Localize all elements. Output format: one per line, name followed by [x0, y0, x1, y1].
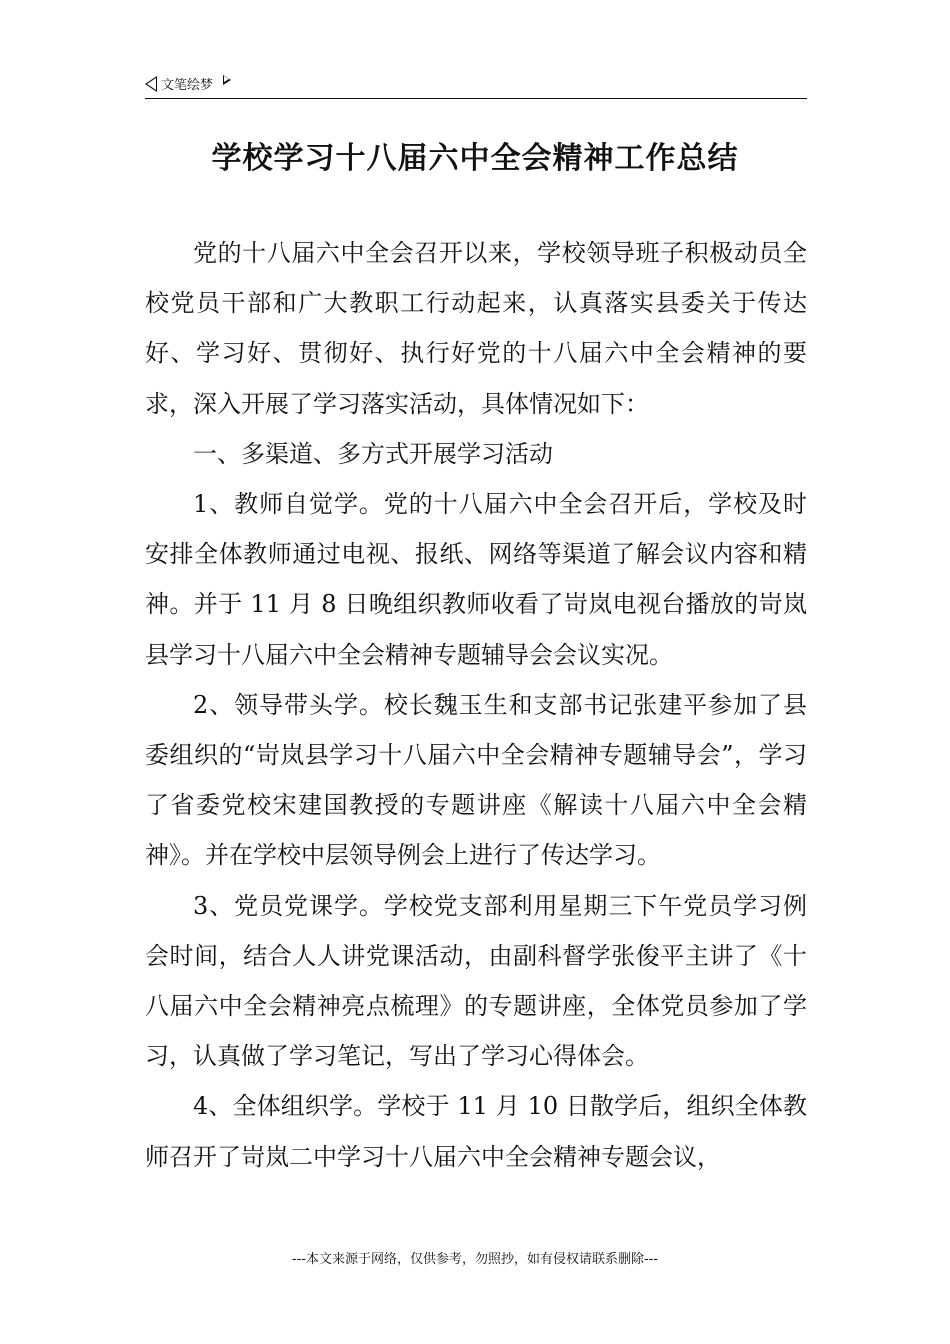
paragraph-item-2: 2、领导带头学。校长魏玉生和支部书记张建平参加了县委组织的“岢岚县学习十八届六中全会精神专题辅导会”，学习了省委党校宋建国教授的专题讲座《解读十八届六中全会精神》。并在学校中层领导例会上进行了传达学习。 — [145, 690, 807, 870]
document-title: 学校学习十八届六中全会精神工作总结 — [211, 141, 739, 176]
paragraph-item-1: 1、教师自觉学。党的十八届六中全会召开后，学校及时安排全体教师通过电视、报纸、网络等渠道了解会议内容和精神。并于 11 月 8 日晚组织教师收看了岢岚电视台播放的岢岚县学习十八届六中全会精神专题辅导会会议实况。 — [145, 490, 807, 669]
brand — [145, 74, 231, 93]
triangle-left-icon — [145, 76, 157, 92]
section-heading: 一、多渠道、多方式开展学习活动 — [193, 439, 553, 468]
paragraph-intro: 党的十八届六中全会召开以来，学校领导班子积极动员全校党员干部和广大教职工行动起来，认真落实县委关于传达好、学习好、贯彻好、执行好党的十八届六中全会精神的要求，深入开展了学习落实活动，具体情况如下： — [145, 239, 807, 418]
brand-name: 文笔绘梦 — [161, 78, 214, 93]
paragraph-item-4: 4、全体组织学。学校于 11 月 10 日散学后，组织全体教师召开了岢岚二中学习十八届六中全会精神专题会议， — [145, 1092, 807, 1171]
footer-disclaimer: ---本文来源于网络，仅供参考，勿照抄，如有侵权请联系删除--- — [291, 1252, 659, 1267]
paragraph-item-3: 3、党员党课学。学校党支部利用星期三下午党员学习例会时间，结合人人讲党课活动，由副科督学张俊平主讲了《十八届六中全会精神亮点梳理》的专题讲座，全体党员参加了学习，认真做了学习笔记，写出了学习心得体会。 — [145, 891, 807, 1071]
triangle-right-icon — [223, 75, 231, 85]
document-body — [145, 228, 807, 1182]
page-header — [145, 72, 807, 99]
